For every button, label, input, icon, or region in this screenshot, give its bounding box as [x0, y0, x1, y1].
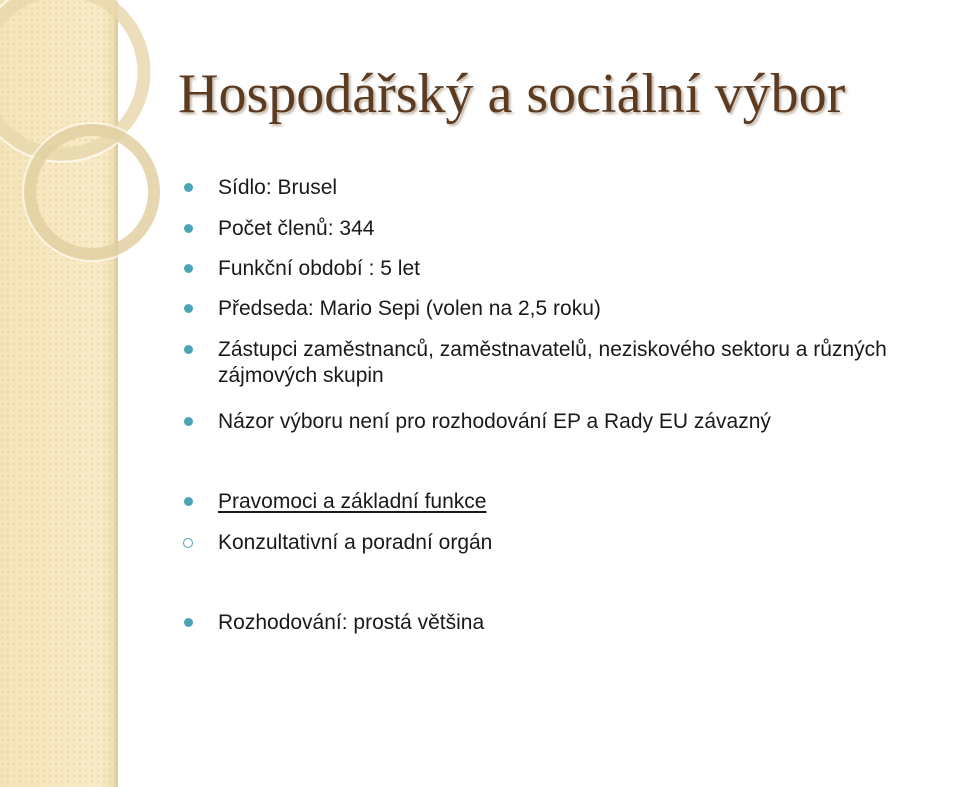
bullet-ring-icon [183, 538, 193, 548]
bullet-dot-icon [184, 417, 193, 426]
bullet-item-opinion [218, 409, 958, 435]
bullet-text: Počet členů: 344 [218, 217, 375, 240]
bullet-item-representatives [218, 337, 958, 389]
bullet-dot-icon [184, 304, 193, 313]
bullet-text: Sídlo: Brusel [218, 176, 338, 199]
bullet-text: Zástupci zaměstnanců, zaměstnavatelů, neziskového sektoru a různých zájmových skupin [218, 338, 887, 387]
bullet-text-underlined: Pravomoci a základní funkce [218, 490, 487, 513]
bullet-dot-icon [184, 264, 193, 273]
bullet-item-term [218, 256, 958, 282]
bullet-dot-icon [184, 183, 193, 192]
bullet-item-seat [218, 175, 958, 201]
bullet-item-decision [218, 610, 958, 636]
bullet-item-chairman [218, 296, 958, 322]
bullet-text: Funkční období : 5 let [218, 257, 420, 280]
sub-bullet-item-advisory [218, 530, 958, 556]
bullet-text: Rozhodování: prostá většina [218, 611, 485, 634]
slide-title: Hospodářský a sociální výbor [178, 63, 846, 125]
bullet-text: Konzultativní a poradní orgán [218, 531, 493, 554]
bullet-text: Předseda: Mario Sepi (volen na 2,5 roku) [218, 297, 601, 320]
bullet-dot-icon [184, 618, 193, 627]
bullet-item-members [218, 216, 958, 242]
bullet-text: Názor výboru není pro rozhodování EP a Rady EU závazný [218, 410, 771, 433]
bullet-dot-icon [184, 224, 193, 233]
bullet-dot-icon [184, 345, 193, 354]
bullet-dot-icon [184, 497, 193, 506]
bullet-item-powers [218, 489, 958, 515]
